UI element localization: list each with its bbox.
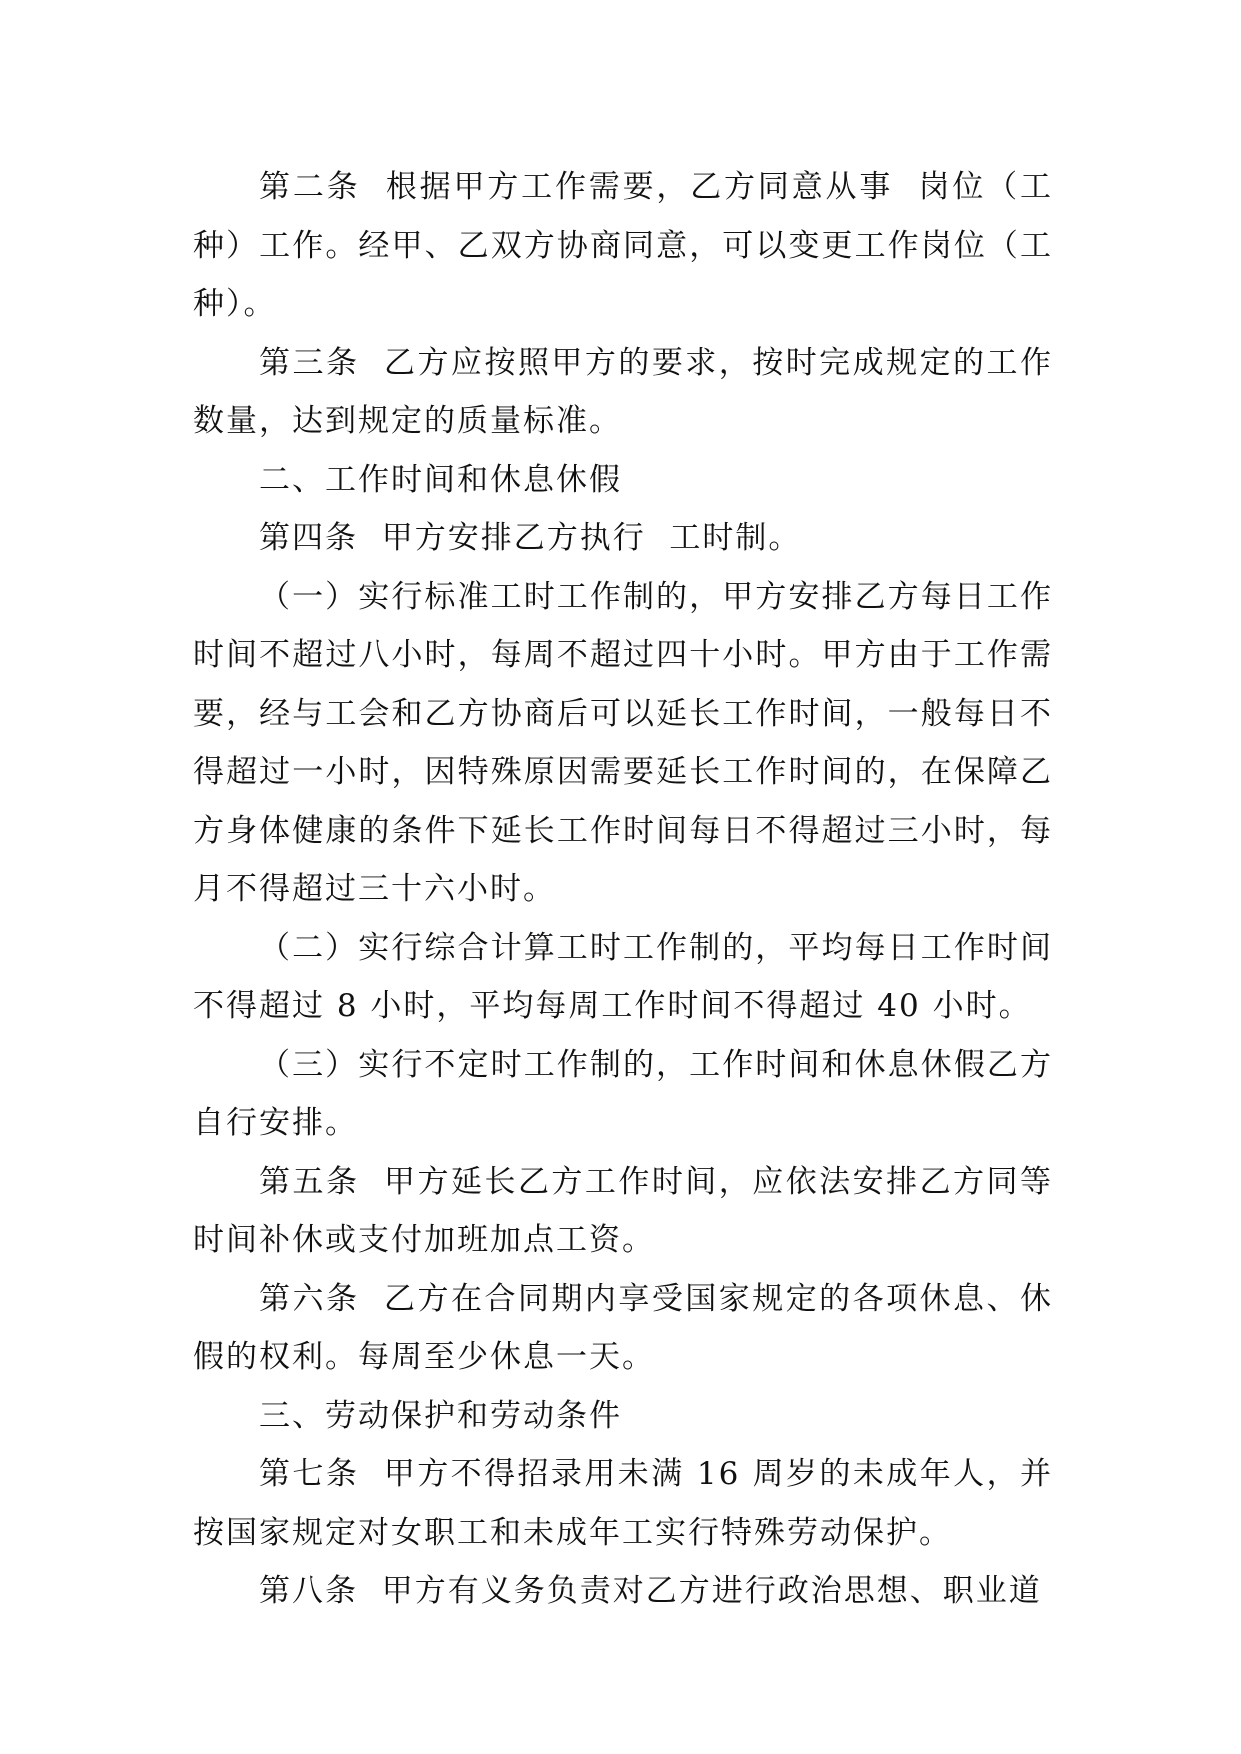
article-2-paragraph: 第二条 根据甲方工作需要，乙方同意从事 岗位（工种）工作。经甲、乙双方协商同意，可以变更工作岗位（工种）。: [193, 169, 1053, 322]
article-6-paragraph: 第六条 乙方在合同期内享受国家规定的各项休息、休假的权利。每周至少休息一天。: [193, 1280, 1053, 1375]
section-heading-labor-protection: 三、劳动保护和劳动条件: [259, 1397, 622, 1434]
document-body: [193, 158, 1053, 1621]
clause-standard-hours: （一）实行标准工时工作制的，甲方安排乙方每日工作时间不超过八小时，每周不超过四十小时。甲方由于工作需要，经与工会和乙方协商后可以延长工作时间，一般每日不得超过一小时，因特殊原因需要延长工作时间的，在保障乙方身体健康的条件下延长工作时间每日不得超过三小时，每月不得超过三十六小时。: [193, 578, 1053, 907]
article-5-paragraph: 第五条 甲方延长乙方工作时间，应依法安排乙方同等时间补休或支付加班加点工资。: [193, 1163, 1053, 1258]
clause-flexible-hours: （三）实行不定时工作制的，工作时间和休息休假乙方自行安排。: [193, 1046, 1053, 1141]
article-4-paragraph: 第四条 甲方安排乙方执行 工时制。: [259, 520, 802, 556]
clause-comprehensive-hours: （二）实行综合计算工时工作制的，平均每日工作时间不得超过 8 小时，平均每周工作时间不得超过 40 小时。: [193, 929, 1053, 1024]
section-heading-working-hours: 二、工作时间和休息休假: [259, 461, 622, 498]
article-7-paragraph: 第七条 甲方不得招录用未满 16 周岁的未成年人，并按国家规定对女职工和未成年工实行特殊劳动保护。: [193, 1456, 1053, 1551]
article-3-paragraph: 第三条 乙方应按照甲方的要求，按时完成规定的工作数量，达到规定的质量标准。: [193, 344, 1053, 439]
article-8-paragraph: 第八条 甲方有义务负责对乙方进行政治思想、职业道: [259, 1573, 1042, 1609]
